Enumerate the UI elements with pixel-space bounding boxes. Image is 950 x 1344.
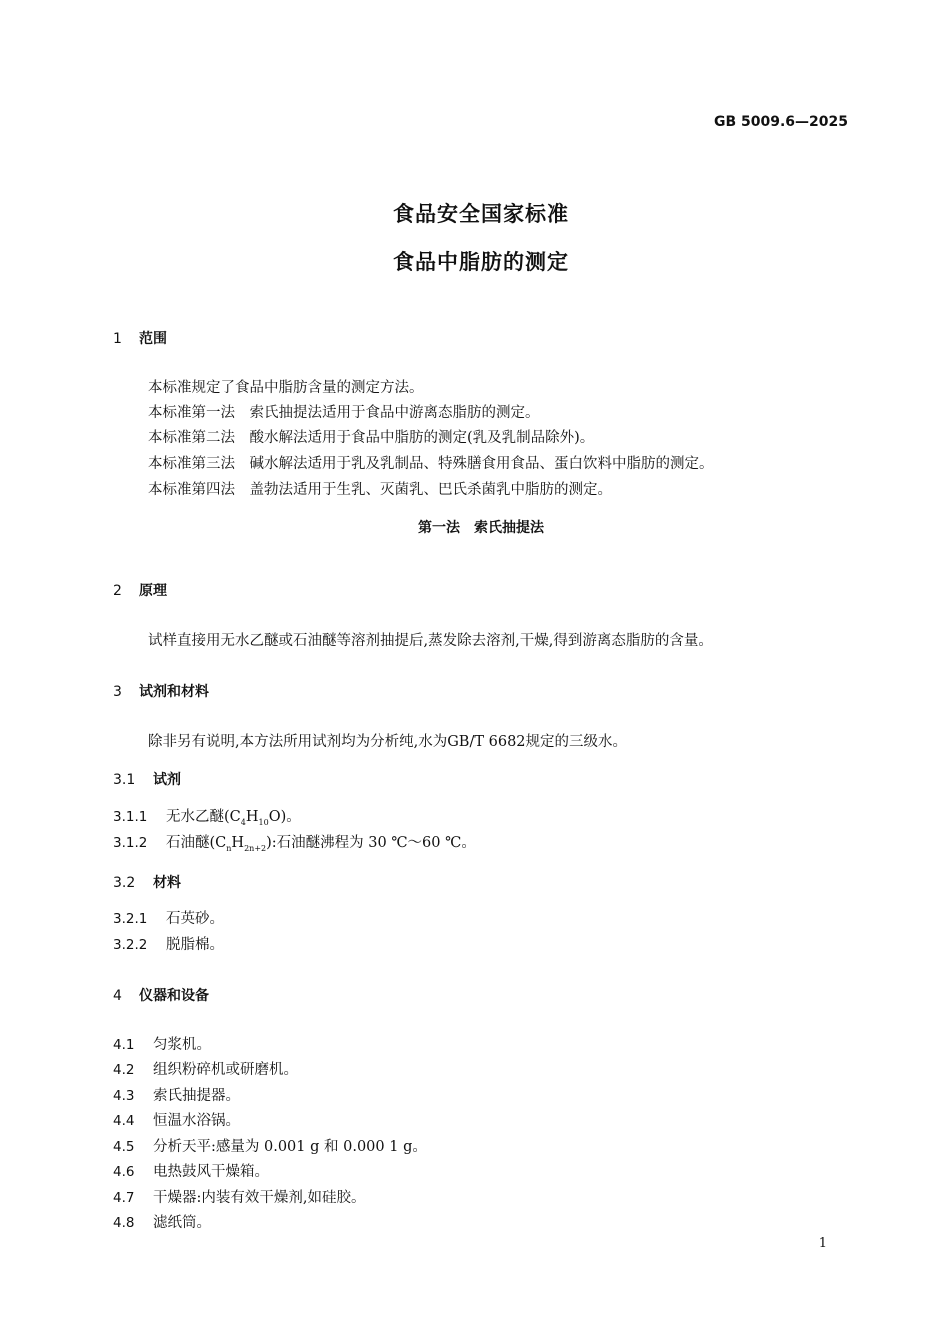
equipment-item bbox=[113, 1033, 211, 1054]
item-number: 3.2.2 bbox=[113, 937, 148, 953]
formula-text: H bbox=[231, 835, 245, 851]
section-title: 范围 bbox=[139, 331, 167, 347]
page-number: 1 bbox=[818, 1236, 827, 1251]
reagent-item bbox=[113, 831, 476, 853]
item-number: 3.2.1 bbox=[113, 911, 148, 927]
item-text: 匀浆机。 bbox=[153, 1037, 211, 1053]
subsection-3-2-heading bbox=[113, 872, 181, 892]
standard-number: GB 5009.6—2025 bbox=[713, 114, 848, 130]
item-number: 4.4 bbox=[113, 1113, 135, 1129]
formula-subscript: 10 bbox=[258, 817, 269, 827]
formula-text: 无水乙醚(C bbox=[166, 809, 241, 825]
section-title: 原理 bbox=[139, 583, 167, 599]
item-number: 4.7 bbox=[113, 1190, 135, 1206]
section-number: 4 bbox=[113, 988, 122, 1004]
equipment-item bbox=[113, 1084, 240, 1105]
equipment-item bbox=[113, 1058, 298, 1079]
scope-paragraph: 本标准第二法 酸水解法适用于食品中脂肪的测定(乳及乳制品除外)。 bbox=[148, 430, 595, 446]
equipment-item bbox=[113, 1211, 211, 1232]
item-text: 分析天平:感量为 0.001 g 和 0.000 1 g。 bbox=[153, 1139, 427, 1155]
document-title-line2: 食品中脂肪的测定 bbox=[393, 250, 569, 274]
item-text: 索氏抽提器。 bbox=[153, 1088, 240, 1104]
material-item bbox=[113, 907, 224, 928]
subsection-number: 3.1 bbox=[113, 772, 136, 788]
section-4-heading bbox=[113, 985, 209, 1005]
item-text: 干燥器:内装有效干燥剂,如硅胶。 bbox=[153, 1190, 366, 1206]
subsection-title: 试剂 bbox=[153, 772, 181, 788]
subsection-title: 材料 bbox=[153, 875, 181, 891]
section-3-heading bbox=[113, 681, 209, 701]
item-number: 4.8 bbox=[113, 1215, 135, 1231]
section-number: 3 bbox=[113, 684, 122, 700]
method-title: 第一法 索氏抽提法 bbox=[418, 520, 544, 536]
equipment-item bbox=[113, 1186, 366, 1207]
subsection-number: 3.2 bbox=[113, 875, 136, 891]
item-number: 4.6 bbox=[113, 1164, 135, 1180]
section-title: 试剂和材料 bbox=[139, 684, 209, 700]
item-text: 恒温水浴锅。 bbox=[153, 1113, 240, 1129]
item-number: 3.1.2 bbox=[113, 835, 148, 851]
document-title-line1: 食品安全国家标准 bbox=[393, 202, 569, 226]
scope-paragraph: 本标准规定了食品中脂肪含量的测定方法。 bbox=[148, 380, 424, 396]
section-number: 2 bbox=[113, 583, 122, 599]
equipment-item bbox=[113, 1160, 269, 1181]
item-text: 滤纸筒。 bbox=[153, 1215, 211, 1231]
section-number: 1 bbox=[113, 331, 122, 347]
item-number: 3.1.1 bbox=[113, 809, 148, 825]
item-text: 电热鼓风干燥箱。 bbox=[153, 1164, 269, 1180]
reagent-item bbox=[113, 805, 301, 827]
equipment-item bbox=[113, 1109, 240, 1130]
scope-paragraph: 本标准第三法 碱水解法适用于乳及乳制品、特殊膳食用食品、蛋白饮料中脂肪的测定。 bbox=[148, 456, 714, 472]
formula-subscript: 4 bbox=[240, 817, 246, 827]
material-item bbox=[113, 933, 224, 954]
item-text: 组织粉碎机或研磨机。 bbox=[153, 1062, 298, 1078]
item-number: 4.3 bbox=[113, 1088, 135, 1104]
formula-subscript: n bbox=[226, 843, 232, 853]
item-text: 石英砂。 bbox=[166, 911, 224, 927]
item-number: 4.2 bbox=[113, 1062, 135, 1078]
principle-paragraph: 试样直接用无水乙醚或石油醚等溶剂抽提后,蒸发除去溶剂,干燥,得到游离态脂肪的含量。 bbox=[148, 633, 713, 649]
section-title: 仪器和设备 bbox=[139, 988, 209, 1004]
subsection-3-1-heading bbox=[113, 769, 181, 789]
formula-text: ):石油醚沸程为 30 ℃～60 ℃。 bbox=[266, 835, 476, 851]
section-2-heading bbox=[113, 580, 167, 600]
scope-paragraph: 本标准第四法 盖勃法适用于生乳、灭菌乳、巴氏杀菌乳中脂肪的测定。 bbox=[148, 482, 612, 498]
item-text: 脱脂棉。 bbox=[166, 937, 224, 953]
formula-text: H bbox=[245, 809, 259, 825]
formula-subscript: 2n+2 bbox=[244, 843, 267, 853]
formula-text: O)。 bbox=[268, 809, 301, 825]
section-1-heading bbox=[113, 328, 167, 348]
item-number: 4.1 bbox=[113, 1037, 135, 1053]
equipment-item bbox=[113, 1135, 427, 1156]
item-number: 4.5 bbox=[113, 1139, 135, 1155]
formula-text: 石油醚(C bbox=[166, 835, 227, 851]
reagents-intro-paragraph: 除非另有说明,本方法所用试剂均为分析纯,水为GB/T 6682规定的三级水。 bbox=[148, 734, 628, 750]
scope-paragraph: 本标准第一法 索氏抽提法适用于食品中游离态脂肪的测定。 bbox=[148, 405, 540, 421]
